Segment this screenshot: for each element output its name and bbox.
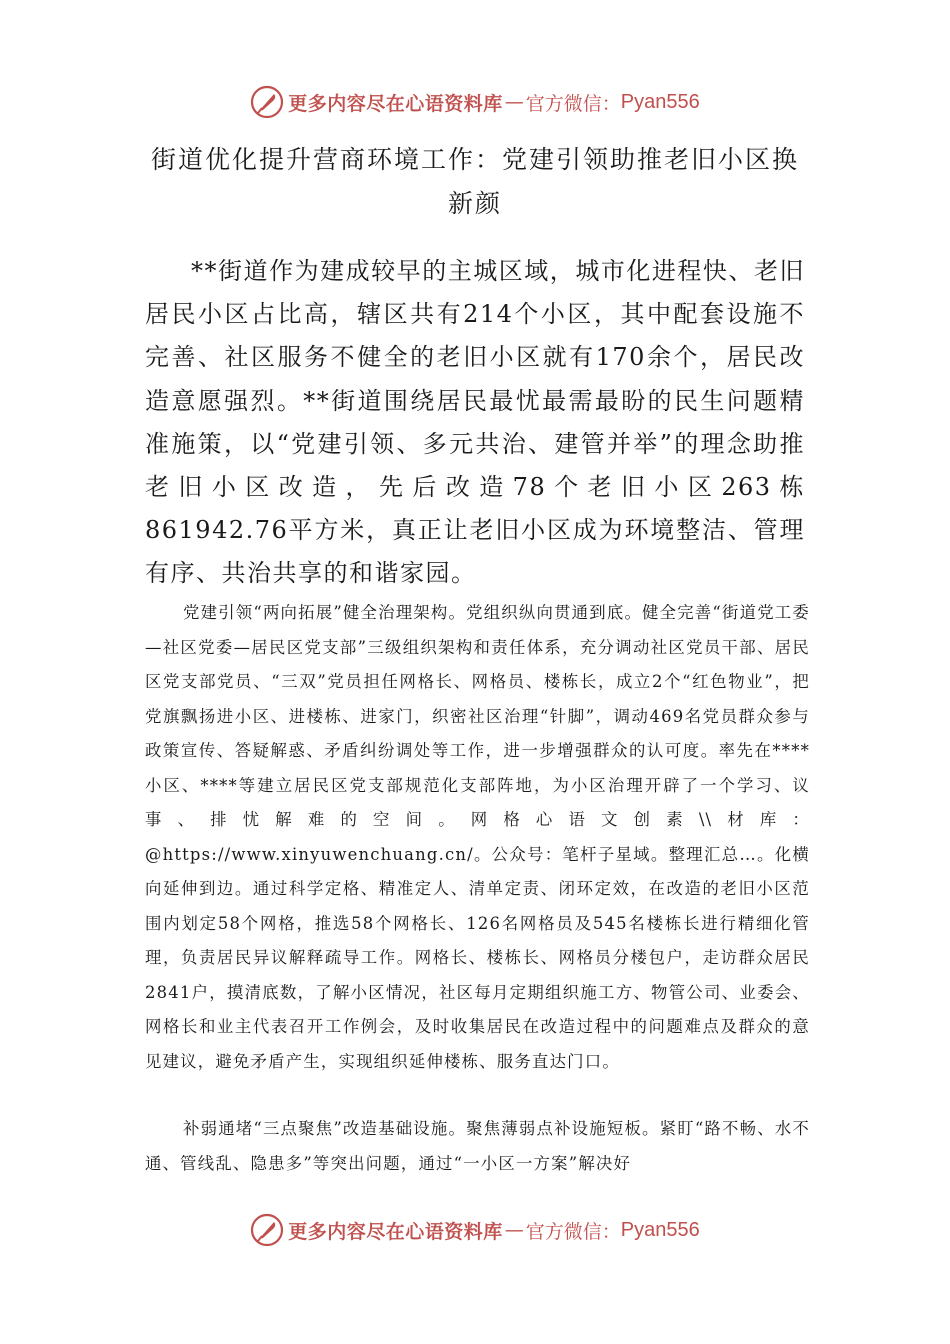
banner-dash: — xyxy=(504,91,524,113)
document-title: 街道优化提升营商环境工作：党建引领助推老旧小区换新颜 xyxy=(150,145,799,218)
body-paragraph-1: 党建引领“两向拓展”健全治理架构。党组织纵向贯通到底。健全完善“街道党工委—社区党委—居民区党支部”三级组织架构和责任体系，充分调动社区党员干部、居民区党支部党员、“三双”党员担任网格长、网格员、楼栋长，成立2个“红色物业”，把党旗飘扬进小区、进楼栋、进家门，织密社区治理“针脚”，调动469名党员群众参与政策宣传、答疑解惑、矛盾纠纷调处等工作，进一步增强群众的认可度。率先在****小区、****等建立居民区党支部规范化支部阵地，为小区治理开辟了一个学习、议事、排忧解难的空间。网格心语文创素\\材库：@https://www.xinyuwenchuang.cn/。公众号：笔杆子星域。整理汇总…。化横向延伸到边。通过科学定格、精准定人、清单定责、闭环定效，在改造的老旧小区范围内划定58个网格，推选58个网格长、126名网格员及545名楼栋长进行精细化管理，负责居民异议解释疏导工作。网格长、楼栋长、网格员分楼包户，走访群众居民2841户，摸清底数，了解小区情况，社区每月定期组织施工方、物管公司、业委会、网格长和业主代表召开工作例会，及时收集居民在改造过程中的问题难点及群众的意见建议，避免矛盾产生，实现组织延伸楼栋、服务直达门口。 xyxy=(145,603,810,1071)
banner-wechat-label: 官方微信： xyxy=(525,1220,621,1243)
quill-logo-icon xyxy=(250,1213,284,1247)
banner-brand: 更多内容尽在心语资料库 xyxy=(288,1220,503,1243)
footer-banner xyxy=(0,1208,950,1252)
lead-paragraph: **街道作为建成较早的主城区域，城市化进程快、老旧居民小区占比高，辖区共有214个小区，其中配套设施不完善、社区服务不健全的老旧小区就有170余个，居民改造意愿强烈。**街道围绕居民最忧最需最盼的民生问题精准施策，以“党建引领、多元共治、建管并举”的理念助推老旧小区改造，先后改造78个老旧小区263栋861942.76平方米，真正让老旧小区成为环境整洁、管理有序、共治共享的和谐家园。 xyxy=(145,257,805,588)
header-banner xyxy=(0,80,950,124)
banner-wechat-id: Pyan556 xyxy=(620,90,700,113)
quill-logo-icon xyxy=(250,85,284,119)
banner-dash: — xyxy=(504,1219,524,1241)
banner-brand: 更多内容尽在心语资料库 xyxy=(288,92,503,115)
banner-wechat-label: 官方微信： xyxy=(525,92,621,115)
banner-wechat-id: Pyan556 xyxy=(620,1218,700,1241)
body-paragraph-2: 补弱通堵“三点聚焦”改造基础设施。聚焦薄弱点补设施短板。紧盯“路不畅、水不通、管线乱、隐患多”等突出问题，通过“一小区一方案”解决好 xyxy=(145,1119,810,1173)
